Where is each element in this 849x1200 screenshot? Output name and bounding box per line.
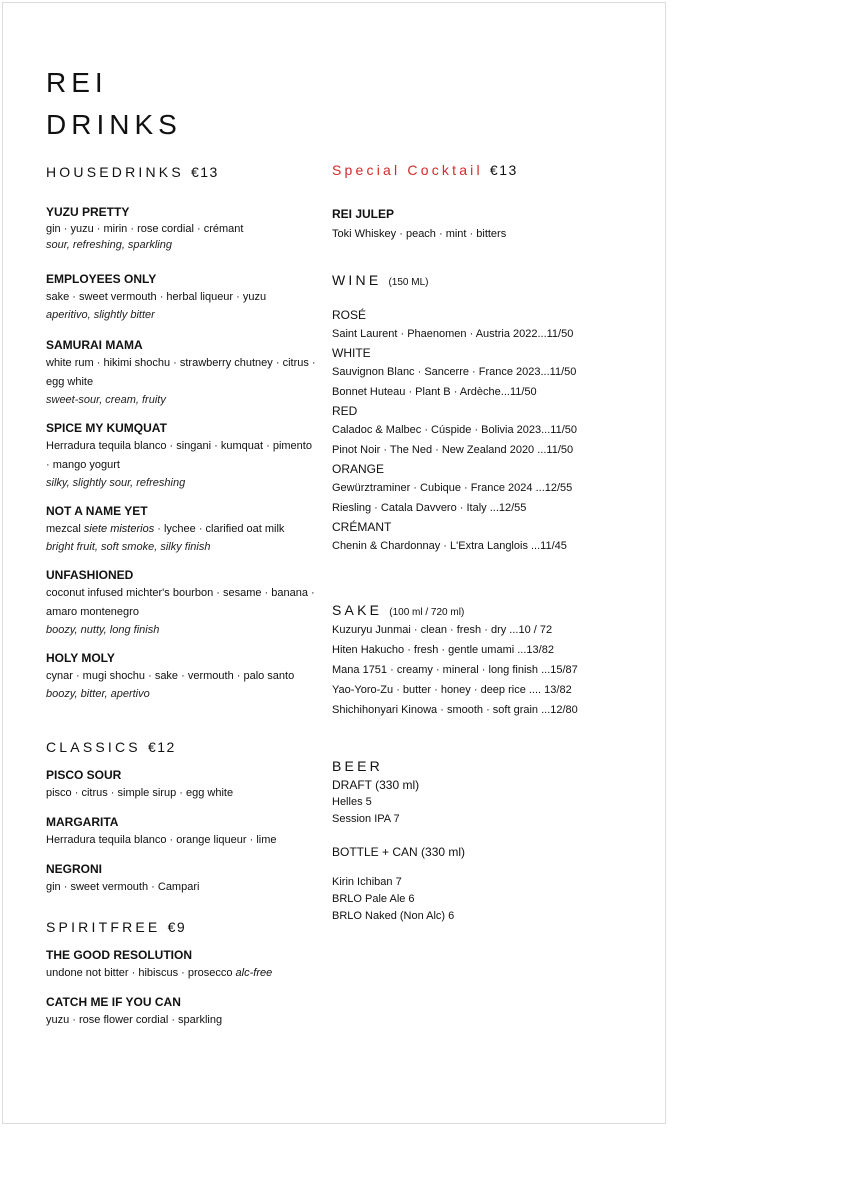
- sake-note: (100 ml / 720 ml): [389, 607, 465, 618]
- beer-heading-text: BEER: [332, 758, 383, 774]
- wine-group-label: ORANGE: [332, 462, 385, 476]
- sake-line: Mana 1751 · creamy · mineral · long finish ...15/87: [332, 664, 578, 676]
- drink-name: CATCH ME IF YOU CAN: [46, 995, 181, 1009]
- wine-line: Saint Laurent · Phaenomen · Austria 2022...11/50: [332, 328, 574, 340]
- drink-name: UNFASHIONED: [46, 568, 134, 582]
- drink-description: boozy, bitter, apertivo: [46, 688, 150, 700]
- drink-item: [46, 503, 316, 556]
- menu-title: [46, 62, 182, 146]
- sake-line: Shichihonyari Kinowa · smooth · soft grain ...12/80: [332, 704, 578, 716]
- beer-draft-label: DRAFT (330 ml): [332, 778, 420, 792]
- special-heading: [332, 160, 632, 180]
- wine-list: [332, 306, 632, 556]
- beer-heading: [332, 756, 632, 776]
- drink-ingredients: Toki Whiskey · peach · mint · bitters: [332, 228, 507, 240]
- drink-item: [46, 767, 316, 803]
- title-line-2: DRINKS: [46, 109, 182, 140]
- drink-item: [46, 861, 316, 897]
- drink-item: [46, 650, 316, 703]
- drink-ingredients: coconut infused michter's bourbon · sesame · banana · amaro montenegro: [46, 587, 315, 618]
- drink-item: [46, 947, 316, 983]
- wine-group-label: CRÉMANT: [332, 520, 392, 534]
- classics-heading-text: CLASSICS: [46, 739, 141, 755]
- ingredients-italic-text: siete misterios: [83, 523, 155, 535]
- drink-item: [46, 204, 316, 254]
- beer-bottle-label: BOTTLE + CAN (330 ml): [332, 845, 466, 859]
- beer-line: Helles 5: [332, 796, 372, 808]
- ingredients-italic-text: alc-free: [235, 967, 273, 979]
- drink-ingredients: white rum · hikimi shochu · strawberry chutney · citrus · egg white: [46, 357, 316, 388]
- wine-line: Chenin & Chardonnay · L'Extra Langlois ...11/45: [332, 540, 567, 552]
- drink-item: [46, 420, 316, 492]
- wine-line: Bonnet Huteau · Plant B · Ardèche...11/50: [332, 386, 537, 398]
- wine-group-label: RED: [332, 404, 358, 418]
- classics-price: €12: [147, 739, 176, 755]
- sake-line: Hiten Hakucho · fresh · gentle umami ...13/82: [332, 644, 554, 656]
- wine-line: Gewürztraminer · Cubique · France 2024 ...12/55: [332, 482, 573, 494]
- drink-name: EMPLOYEES ONLY: [46, 272, 157, 286]
- drink-description: bright fruit, soft smoke, silky finish: [46, 541, 211, 553]
- drink-name: NOT A NAME YET: [46, 504, 148, 518]
- drink-name: YUZU PRETTY: [46, 205, 130, 219]
- drink-item: [46, 814, 316, 850]
- drink-ingredients: gin · sweet vermouth · Campari: [46, 881, 200, 893]
- ingredients-text: undone not bitter · hibiscus · prosecco: [46, 967, 236, 979]
- spiritfree-heading-text: SPIRITFREE: [46, 919, 161, 935]
- left-column: [46, 162, 316, 1030]
- title-line-1: REI: [46, 67, 108, 98]
- drink-ingredients: Herradura tequila blanco · singani · kumquat · pimento · mango yogurt: [46, 440, 312, 471]
- drink-description: boozy, nutty, long finish: [46, 624, 160, 636]
- drink-item: [46, 567, 316, 639]
- special-heading-text: Special Cocktail: [332, 162, 483, 178]
- ingredients-text: · lychee · clarified oat milk: [154, 523, 285, 535]
- wine-group-label: WHITE: [332, 346, 371, 360]
- drink-description: aperitivo, slightly bitter: [46, 309, 155, 321]
- classics-heading: [46, 737, 316, 757]
- spiritfree-heading: [46, 917, 316, 937]
- drink-name: MARGARITA: [46, 815, 119, 829]
- drink-description: sour, refreshing, sparkling: [46, 239, 172, 251]
- drink-item: [46, 271, 316, 324]
- wine-line: Caladoc & Malbec · Cúspide · Bolivia 2023...11/50: [332, 424, 577, 436]
- drink-name: REI JULEP: [332, 207, 395, 221]
- drink-name: SAMURAI MAMA: [46, 338, 143, 352]
- wine-heading: [332, 270, 632, 290]
- drink-description: sweet-sour, cream, fruity: [46, 394, 166, 406]
- drink-ingredients: yuzu · rose flower cordial · sparkling: [46, 1014, 223, 1026]
- drink-ingredients: sake · sweet vermouth · herbal liqueur · yuzu: [46, 291, 267, 303]
- sake-line: Yao-Yoro-Zu · butter · honey · deep rice .... 13/82: [332, 684, 572, 696]
- special-price: €13: [489, 162, 518, 178]
- drink-name: NEGRONI: [46, 862, 103, 876]
- drink-item: [46, 994, 316, 1030]
- sake-list: [332, 620, 632, 720]
- drink-ingredients: [46, 520, 316, 539]
- drink-name: PISCO SOUR: [46, 768, 122, 782]
- wine-line: Sauvignon Blanc · Sancerre · France 2023...11/50: [332, 366, 577, 378]
- right-column: [332, 160, 632, 925]
- sake-heading-text: SAKE: [332, 602, 383, 618]
- wine-heading-text: WINE: [332, 272, 382, 288]
- housedrinks-heading-text: HOUSEDRINKS: [46, 164, 184, 180]
- housedrinks-heading: [46, 162, 316, 182]
- housedrinks-price: €13: [190, 164, 219, 180]
- drink-description: silky, slightly sour, refreshing: [46, 477, 186, 489]
- wine-note: (150 ML): [388, 277, 429, 288]
- beer-line: BRLO Naked (Non Alc) 6: [332, 910, 455, 922]
- drink-name: SPICE MY KUMQUAT: [46, 421, 167, 435]
- wine-line: Pinot Noir · The Ned · New Zealand 2020 ...11/50: [332, 444, 574, 456]
- drink-ingredients: [46, 964, 316, 983]
- drink-ingredients: gin · yuzu · mirin · rose cordial · crémant: [46, 223, 244, 235]
- drink-ingredients: Herradura tequila blanco · orange liqueur · lime: [46, 834, 277, 846]
- drink-name: THE GOOD RESOLUTION: [46, 948, 193, 962]
- drink-ingredients: cynar · mugi shochu · sake · vermouth · palo santo: [46, 670, 295, 682]
- beer-line: Session IPA 7: [332, 813, 400, 825]
- beer-line: BRLO Pale Ale 6: [332, 893, 415, 905]
- wine-line: Riesling · Catala Davvero · Italy ...12/55: [332, 502, 527, 514]
- ingredients-text: mezcal: [46, 523, 84, 535]
- spiritfree-price: €9: [167, 919, 187, 935]
- sake-heading: [332, 600, 632, 620]
- sake-line: Kuzuryu Junmai · clean · fresh · dry ...10 / 72: [332, 624, 553, 636]
- wine-group-label: ROSÉ: [332, 308, 367, 322]
- drink-name: HOLY MOLY: [46, 651, 115, 665]
- drink-item: [46, 337, 316, 409]
- drink-ingredients: pisco · citrus · simple sirup · egg white: [46, 787, 234, 799]
- beer-line: Kirin Ichiban 7: [332, 876, 402, 888]
